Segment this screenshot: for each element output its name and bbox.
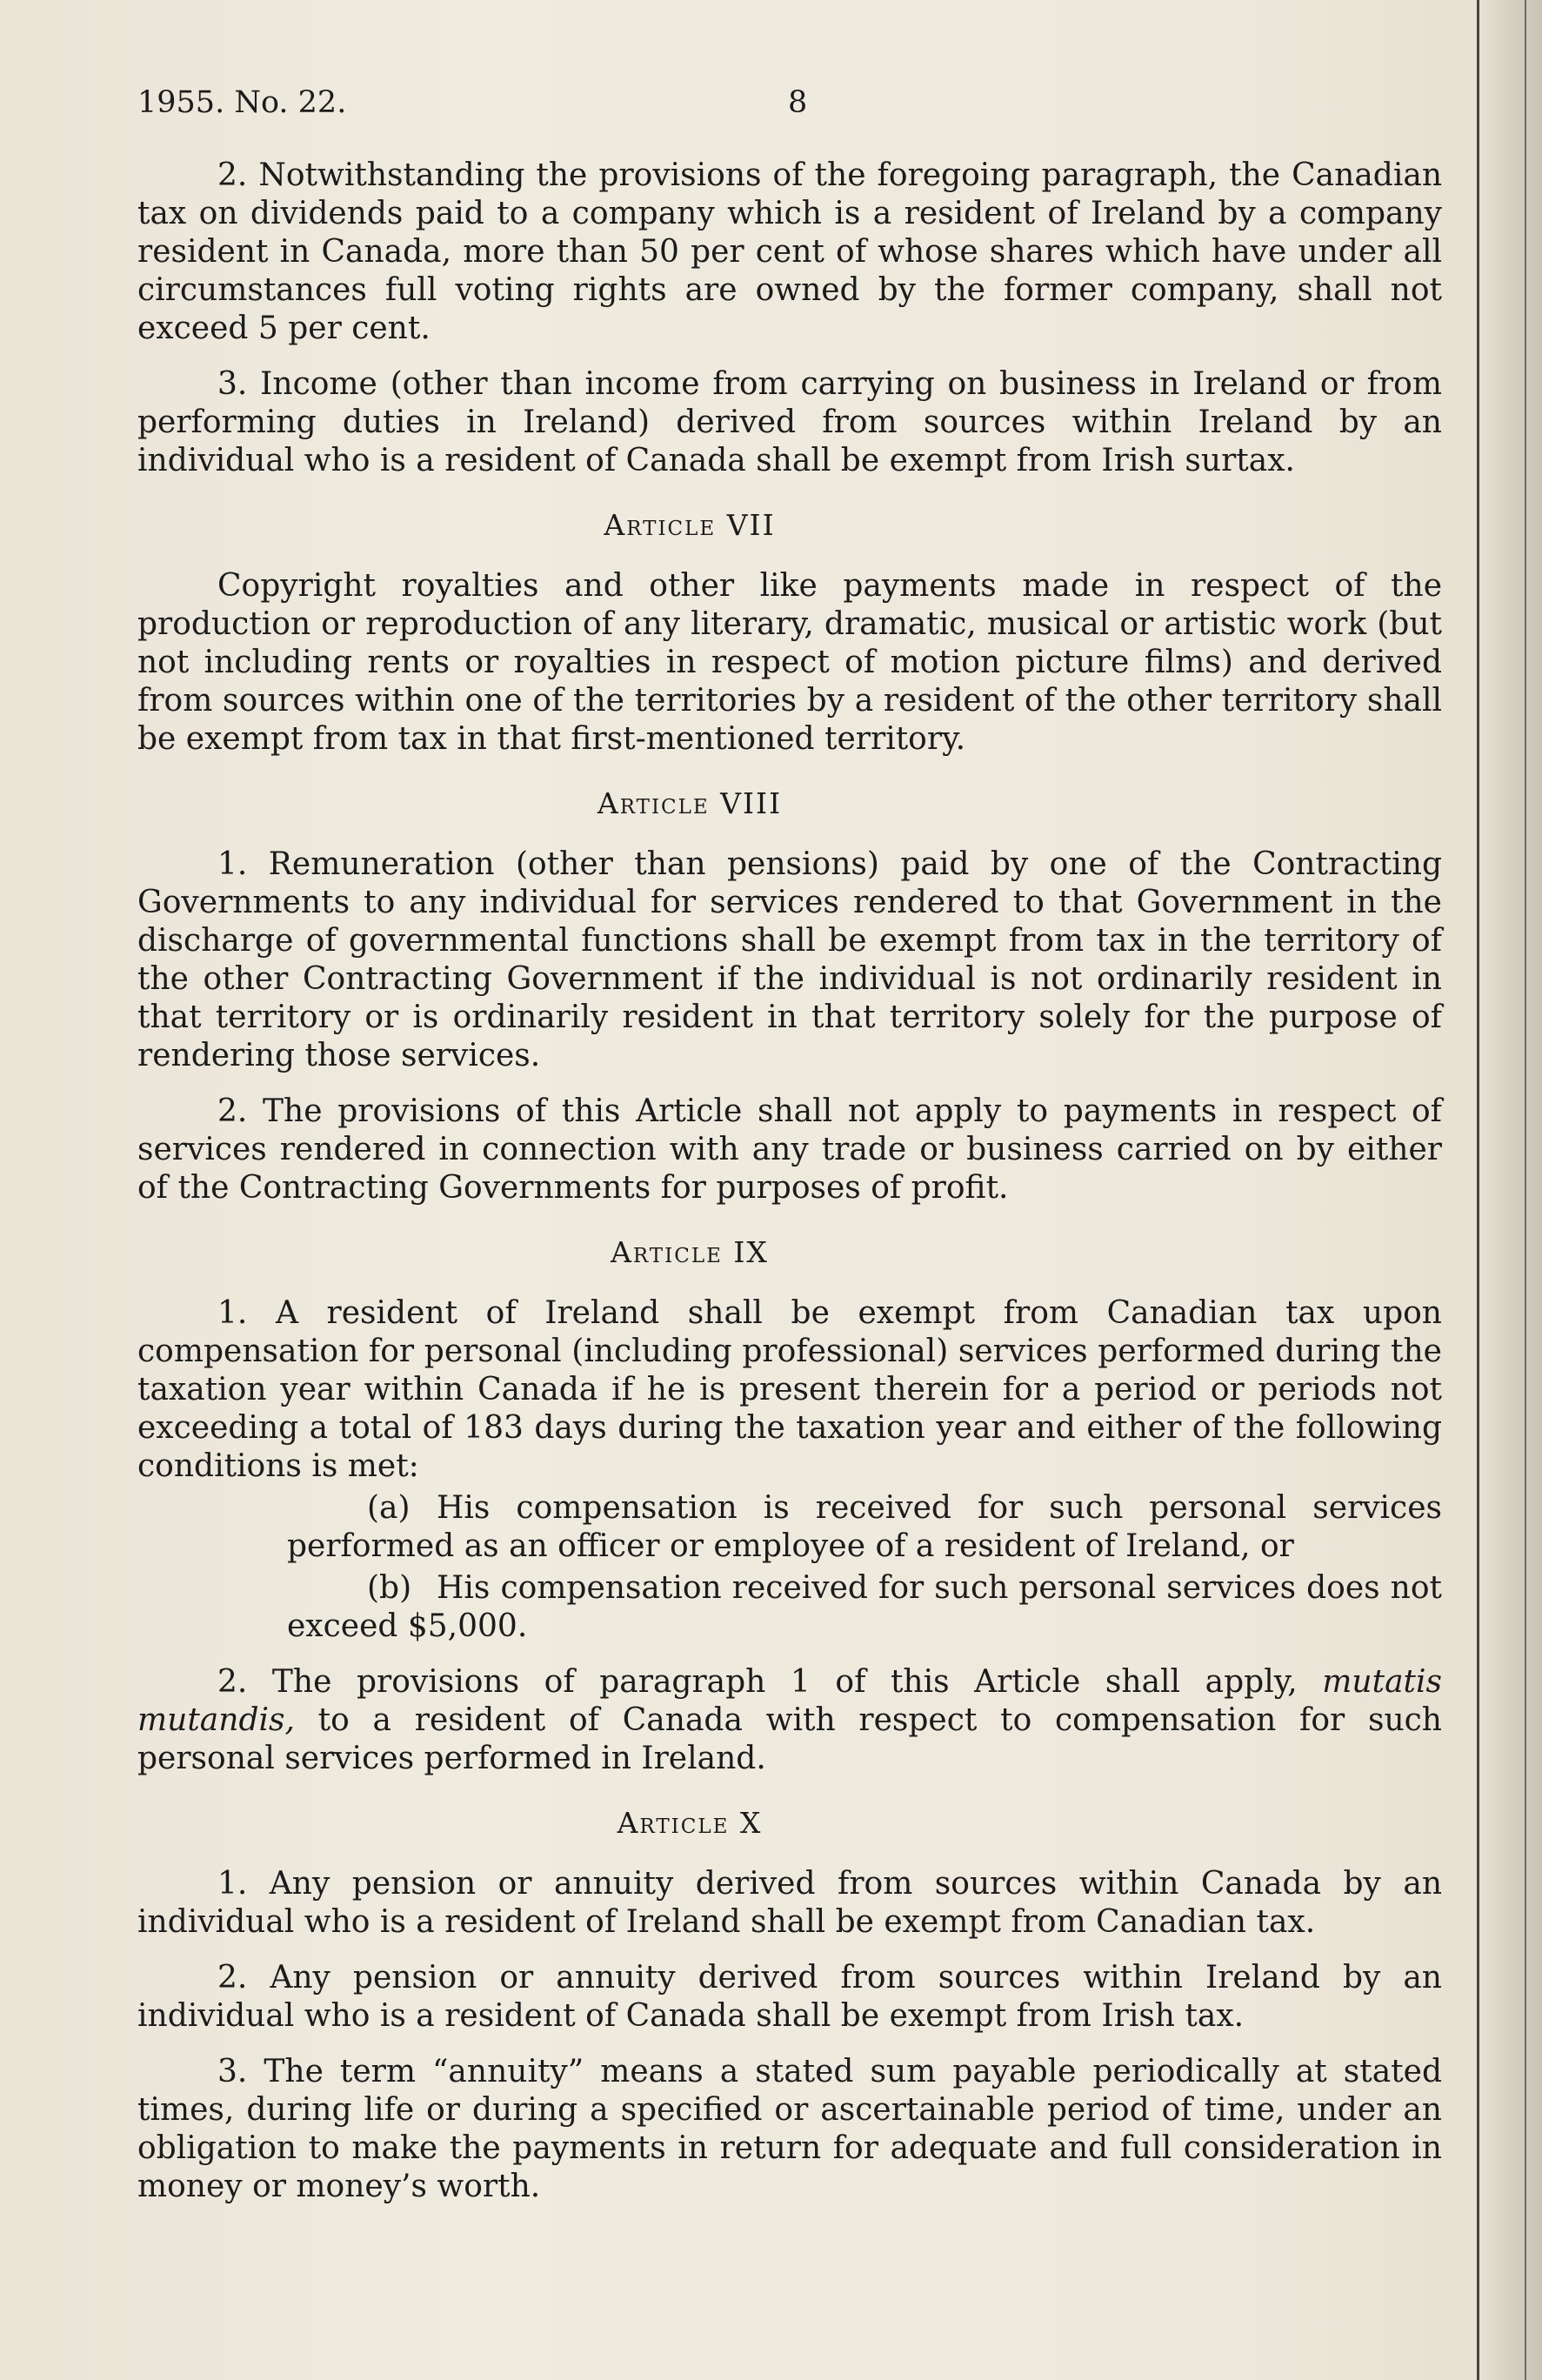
article-ix-paragraph-2-start: 2. The provisions of paragraph 1 of this Article shall apply, bbox=[217, 1664, 1298, 1700]
mutatis-mutandis: mutatis mutandis, bbox=[137, 1664, 1442, 1738]
article-vii-heading: Article VII bbox=[604, 508, 776, 542]
page-edge-line-outer bbox=[1525, 0, 1526, 2380]
article-vi-paragraph-3: 3. Income (other than income from carrying on business in Ireland or from performing duties in Ireland) derived from sources within Ireland by an individual who is a resident of Canada shall be exempt from Irish surtax. bbox=[137, 366, 1442, 478]
clause-a-mark: (a) bbox=[367, 1490, 411, 1526]
article-ix-paragraph-2-end: to a resident of Canada with respect to compensation for such personal services performed in Ireland. bbox=[137, 1702, 1442, 1776]
article-viii-paragraph-2: 2. The provisions of this Article shall not apply to payments in respect of services rendered in connection with any trade or business carried on by either of the Contracting Governments for purposes of profit. bbox=[137, 1093, 1442, 1206]
article-viii-heading: Article VIII bbox=[597, 786, 783, 820]
article-ix-clause-b bbox=[137, 1569, 1442, 1646]
article-ix-heading: Article IX bbox=[611, 1235, 769, 1269]
clause-b-text: His compensation received for such personal services does not exceed $5,000. bbox=[287, 1570, 1442, 1644]
article-ix-paragraph-2 bbox=[137, 1663, 1442, 1778]
document-body bbox=[137, 157, 1442, 2223]
running-head bbox=[137, 85, 1372, 129]
article-x-paragraph-1: 1. Any pension or annuity derived from sources within Canada by an individual who is a resident of Ireland shall be exempt from Canadian tax. bbox=[137, 1866, 1442, 1940]
clause-a-text: His compensation is received for such personal services performed as an officer or employee of a resident of Ireland, or bbox=[287, 1490, 1442, 1564]
article-x-heading: Article X bbox=[617, 1806, 763, 1840]
page-binding-shadow bbox=[1481, 0, 1542, 2380]
article-vii-paragraph-1: Copyright royalties and other like payments made in respect of the production or reproduction of any literary, dramatic, musical or artistic work (but not including rents or royalties in respect of motion picture films) and derived from sources within one of the territories by a resident of the other territory shall be exempt from tax in that first-mentioned territory. bbox=[137, 568, 1442, 757]
page-number: 8 bbox=[788, 85, 808, 120]
article-ix-clause-a bbox=[137, 1489, 1442, 1566]
article-x-paragraph-3: 3. The term “annuity” means a stated sum payable periodically at stated times, during life or during a specified or ascertainable period of time, under an obligation to make the payments in return for adequate and full consideration in money or money’s worth. bbox=[137, 2054, 1442, 2204]
article-ix-paragraph-1: 1. A resident of Ireland shall be exempt from Canadian tax upon compensation for personal (including professional) services performed during the taxation year within Canada if he is present therein for a period or periods not exceeding a total of 183 days during the taxation year and either of the following conditions is met: bbox=[137, 1295, 1442, 1484]
article-viii-paragraph-1: 1. Remuneration (other than pensions) paid by one of the Contracting Governments to any individual for services rendered to that Government in the discharge of governmental functions shall be exempt from tax in the territory of the other Contracting Government if the individual is not ordinarily resident in that territory or is ordinarily resident in that territory solely for the purpose of rendering those services. bbox=[137, 846, 1442, 1073]
page-edge-line bbox=[1477, 0, 1479, 2380]
article-x-paragraph-2: 2. Any pension or annuity derived from sources within Ireland by an individual who is a resident of Canada shall be exempt from Irish tax. bbox=[137, 1960, 1442, 2034]
clause-b-mark: (b) bbox=[367, 1570, 412, 1606]
statute-year-number: 1955. No. 22. bbox=[137, 85, 347, 120]
article-vi-paragraph-2: 2. Notwithstanding the provisions of the foregoing paragraph, the Canadian tax on dividends paid to a company which is a resident of Ireland by a company resident in Canada, more than 50 per cent of whose shares which have under all circumstances full voting rights are owned by the former company, shall not exceed 5 per cent. bbox=[137, 157, 1442, 346]
